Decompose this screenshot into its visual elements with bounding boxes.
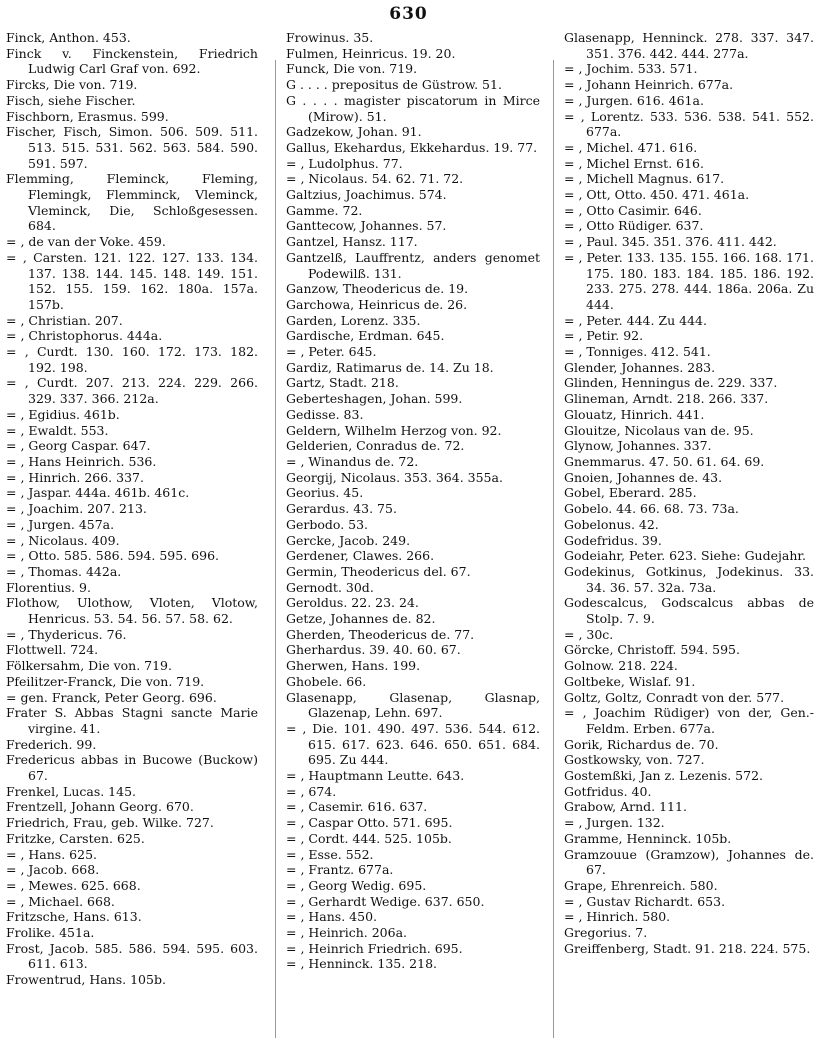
index-entry: Godescalcus, Godscalcus abbas de Stolp. 7. 9. bbox=[564, 595, 814, 627]
index-entry: = , Casemir. 616. 637. bbox=[286, 799, 428, 815]
index-entry: = , Gustav Richardt. 653. bbox=[564, 893, 726, 909]
index-entry: = , Winandus de. 72. bbox=[286, 453, 419, 469]
index-entry: Gartz, Stadt. 218. bbox=[286, 375, 399, 391]
index-entry: = , Frantz. 677a. bbox=[286, 862, 394, 878]
column-divider bbox=[553, 60, 555, 1038]
index-entry: = , Nicolaus. 409. bbox=[6, 532, 120, 548]
index-entry: Gnemmarus. 47. 50. 61. 64. 69. bbox=[564, 453, 765, 469]
index-entry: Grape, Ehrenreich. 580. bbox=[564, 877, 718, 893]
index-entry: Frentzell, Johann Georg. 670. bbox=[6, 799, 194, 815]
index-entry: = , Egidius. 461b. bbox=[6, 406, 120, 422]
index-entry: Fischer, Fisch, Simon. 506. 509. 511. 513. 515. 531. 562. 563. 584. 590. 591. 597. bbox=[6, 124, 258, 171]
index-entry: Gantzel, Hansz. 117. bbox=[286, 234, 418, 250]
index-entry: Finck, Anthon. 453. bbox=[6, 30, 131, 45]
index-column-1 bbox=[6, 30, 258, 988]
index-entry: Fircks, Die von. 719. bbox=[6, 77, 138, 93]
index-entry: = , Gerhardt Wedige. 637. 650. bbox=[286, 893, 485, 909]
index-entry: Ganttecow, Johannes. 57. bbox=[286, 218, 447, 234]
index-entry: Gallus, Ekehardus, Ekkehardus. 19. 77. bbox=[286, 139, 538, 155]
index-entry: = , Joachim. 207. 213. bbox=[6, 501, 147, 517]
index-entry: Gobelo. 44. 66. 68. 73. 73a. bbox=[564, 501, 739, 517]
index-entry: = , Lorentz. 533. 536. 538. 541. 552. 677a. bbox=[564, 108, 814, 140]
index-entry: Frenkel, Lucas. 145. bbox=[6, 783, 137, 799]
index-entry: Gantzelß, Lauffrentz, anders genomet Podewilß. 131. bbox=[286, 249, 540, 281]
index-entry: Gramzouue (Gramzow), Johannes de. 67. bbox=[564, 846, 814, 878]
index-entry: = , Henninck. 135. 218. bbox=[286, 956, 438, 972]
index-entry: Glasenapp, Glasenap, Glasnap, Glazenap, Lehn. 697. bbox=[286, 689, 540, 721]
index-entry: = , Hans. 625. bbox=[6, 846, 97, 862]
index-entry: = , Michel Ernst. 616. bbox=[564, 155, 704, 171]
index-entry: Friedrich, Frau, geb. Wilke. 727. bbox=[6, 815, 214, 831]
index-entry: Gercke, Jacob. 249. bbox=[286, 532, 411, 548]
index-entry: Gadzekow, Johan. 91. bbox=[286, 124, 422, 140]
index-entry: Gerardus. 43. 75. bbox=[286, 501, 397, 517]
index-entry: Georius. 45. bbox=[286, 485, 364, 501]
index-entry: Fulmen, Heinricus. 19. 20. bbox=[286, 45, 456, 61]
index-entry: Glinden, Henningus de. 229. 337. bbox=[564, 375, 778, 391]
index-entry: Gardische, Erdman. 645. bbox=[286, 328, 445, 344]
index-entry: = , Thomas. 442a. bbox=[6, 563, 122, 579]
index-entry: Fritzsche, Hans. 613. bbox=[6, 909, 142, 925]
index-entry: = , Jurgen. 616. 461a. bbox=[564, 92, 704, 108]
index-entry: Fölkersahm, Die von. 719. bbox=[6, 658, 172, 674]
index-entry: Frowinus. 35. bbox=[286, 30, 374, 45]
index-entry: Gherhardus. 39. 40. 60. 67. bbox=[286, 642, 461, 658]
index-entry: = , Caspar Otto. 571. 695. bbox=[286, 815, 453, 831]
index-entry: Gerbodo. 53. bbox=[286, 516, 369, 532]
index-entry: Gamme. 72. bbox=[286, 202, 363, 218]
index-entry: = , Jochim. 533. 571. bbox=[564, 61, 698, 77]
index-entry: = , Peter. 645. bbox=[286, 344, 377, 360]
index-entry: = gen. Franck, Peter Georg. 696. bbox=[6, 689, 217, 705]
index-entry: = , Otto Rüdiger. 637. bbox=[564, 218, 704, 234]
index-entry: Fritzke, Carsten. 625. bbox=[6, 830, 145, 846]
index-entry: = , Michael. 668. bbox=[6, 893, 115, 909]
index-entry: = , 674. bbox=[286, 783, 337, 799]
index-entry: Florentius. 9. bbox=[6, 579, 91, 595]
index-entry: Geberteshagen, Johan. 599. bbox=[286, 391, 463, 407]
page-number: 630 bbox=[389, 4, 428, 24]
index-entry: Frederich. 99. bbox=[6, 736, 97, 752]
index-entry: = , Georg Caspar. 647. bbox=[6, 438, 151, 454]
index-entry: Goltbeke, Wislaf. 91. bbox=[564, 673, 696, 689]
index-entry: Gorik, Richardus de. 70. bbox=[564, 736, 719, 752]
index-entry: = , Hans Heinrich. 536. bbox=[6, 453, 157, 469]
index-entry: Geldern, Wilhelm Herzog von. 92. bbox=[286, 422, 502, 438]
index-entry: Flottwell. 724. bbox=[6, 642, 99, 658]
index-entry: Glouitze, Nicolaus van de. 95. bbox=[564, 422, 754, 438]
index-entry: Flothow, Ulothow, Vloten, Vlotow, Henricus. 53. 54. 56. 57. 58. 62. bbox=[6, 595, 258, 627]
index-entry: = , Ewaldt. 553. bbox=[6, 422, 109, 438]
index-entry: = , Christian. 207. bbox=[6, 312, 123, 328]
index-entry: = , Die. 101. 490. 497. 536. 544. 612. 615. 617. 623. 646. 650. 651. 684. 695. Zu 444. bbox=[286, 720, 540, 768]
index-entry: Godefridus. 39. bbox=[564, 532, 662, 548]
index-entry: = , Otto. 585. 586. 594. 595. 696. bbox=[6, 548, 219, 564]
index-entry: Finck v. Finckenstein, Friedrich Ludwig Carl Graf von. 692. bbox=[6, 45, 258, 77]
index-entry: Gobel, Eberard. 285. bbox=[564, 485, 697, 501]
index-entry: = , 30c. bbox=[564, 626, 614, 642]
index-entry: Glasenapp, Henninck. 278. 337. 347. 351. 376. 442. 444. 277a. bbox=[564, 30, 814, 61]
index-entry: Gherwen, Hans. 199. bbox=[286, 658, 421, 674]
index-entry: Funck, Die von. 719. bbox=[286, 61, 418, 77]
index-entry: Fischborn, Erasmus. 599. bbox=[6, 108, 169, 124]
index-entry: Geroldus. 22. 23. 24. bbox=[286, 595, 419, 611]
index-entry: Glender, Johannes. 283. bbox=[564, 359, 716, 375]
index-entry: = , Jaspar. 444a. 461b. 461c. bbox=[6, 485, 190, 501]
index-entry: = , Peter. 133. 135. 155. 166. 168. 171. 175. 180. 183. 184. 185. 186. 192. 233. 275. 278. 444. 186a. 206a. Zu 444. bbox=[564, 249, 814, 312]
index-entry: Gregorius. 7. bbox=[564, 925, 648, 941]
index-entry: Frater S. Abbas Stagni sancte Marie virgine. 41. bbox=[6, 705, 258, 736]
index-entry: Garden, Lorenz. 335. bbox=[286, 312, 421, 328]
index-entry: = , Thydericus. 76. bbox=[6, 626, 127, 642]
index-entry: = , Tonniges. 412. 541. bbox=[564, 344, 711, 360]
index-entry: = , Heinrich Friedrich. 695. bbox=[286, 940, 463, 956]
index-entry: = , Michel. 471. 616. bbox=[564, 139, 698, 155]
index-entry: Glouatz, Hinrich. 441. bbox=[564, 406, 705, 422]
index-entry: G . . . . magister piscatorum in Mirce (Mirow). 51. bbox=[286, 92, 540, 124]
index-entry: = , Esse. 552. bbox=[286, 846, 374, 862]
index-entry: Pfeilitzer-Franck, Die von. 719. bbox=[6, 673, 205, 689]
index-column-3 bbox=[564, 30, 814, 956]
index-entry: Gnoien, Johannes de. 43. bbox=[564, 469, 723, 485]
index-entry: Frost, Jacob. 585. 586. 594. 595. 603. 611. 613. bbox=[6, 940, 258, 972]
index-entry: Frowentrud, Hans. 105b. bbox=[6, 972, 166, 988]
index-entry: = , Hinrich. 580. bbox=[564, 909, 671, 925]
index-entry: Germin, Theodericus del. 67. bbox=[286, 563, 471, 579]
index-entry: Gherden, Theodericus de. 77. bbox=[286, 626, 475, 642]
index-entry: = , Otto Casimir. 646. bbox=[564, 202, 702, 218]
index-entry: = , Jurgen. 457a. bbox=[6, 516, 115, 532]
index-entry: = , Paul. 345. 351. 376. 411. 442. bbox=[564, 234, 777, 250]
index-entry: Greiffenberg, Stadt. 91. 218. 224. 575. bbox=[564, 940, 811, 956]
index-entry: Gelderien, Conradus de. 72. bbox=[286, 438, 465, 454]
index-entry: Gardiz, Ratimarus de. 14. Zu 18. bbox=[286, 359, 494, 375]
index-entry: Frolike. 451a. bbox=[6, 925, 95, 941]
index-entry: = , Jurgen. 132. bbox=[564, 815, 665, 831]
index-entry: = , Hans. 450. bbox=[286, 909, 377, 925]
index-entry: Gotfridus. 40. bbox=[564, 783, 652, 799]
index-entry: = , Curdt. 130. 160. 172. 173. 182. 192. 198. bbox=[6, 344, 258, 375]
index-entry: Georgij, Nicolaus. 353. 364. 355a. bbox=[286, 469, 503, 485]
index-column-2 bbox=[286, 30, 540, 972]
index-entry: Gedisse. 83. bbox=[286, 406, 364, 422]
index-entry: Grabow, Arnd. 111. bbox=[564, 799, 687, 815]
index-entry: Godekinus, Gotkinus, Jodekinus. 33. 34. 36. 57. 32a. 73a. bbox=[564, 563, 814, 595]
column-divider bbox=[275, 60, 277, 1038]
index-entry: Fredericus abbas in Bucowe (Buckow) 67. bbox=[6, 752, 258, 784]
index-entry: Godeiahr, Peter. 623. Siehe: Gudejahr. bbox=[564, 548, 806, 564]
index-entry: = , Curdt. 207. 213. 224. 229. 266. 329. 337. 366. 212a. bbox=[6, 375, 258, 407]
index-entry: = , Cordt. 444. 525. 105b. bbox=[286, 830, 452, 846]
index-entry: Görcke, Christoff. 594. 595. bbox=[564, 642, 740, 658]
index-entry: Gostemßki, Jan z. Lezenis. 572. bbox=[564, 768, 764, 784]
index-entry: G . . . . prepositus de Güstrow. 51. bbox=[286, 77, 502, 93]
index-entry: = , Mewes. 625. 668. bbox=[6, 877, 141, 893]
index-entry: = , Christophorus. 444a. bbox=[6, 328, 163, 344]
index-entry: = , Michell Magnus. 617. bbox=[564, 171, 725, 187]
index-entry: = , Joachim Rüdiger) von der, Gen.-Feldm. Erben. 677a. bbox=[564, 705, 814, 736]
index-entry: Gernodt. 30d. bbox=[286, 579, 374, 595]
index-entry: = , Heinrich. 206a. bbox=[286, 925, 407, 941]
index-entry: = , Hauptmann Leutte. 643. bbox=[286, 768, 465, 784]
index-entry: = , Ott, Otto. 450. 471. 461a. bbox=[564, 187, 750, 203]
index-entry: Gobelonus. 42. bbox=[564, 516, 659, 532]
index-entry: = , Peter. 444. Zu 444. bbox=[564, 312, 707, 328]
index-entry: = , Georg Wedig. 695. bbox=[286, 877, 427, 893]
index-entry: = , Petir. 92. bbox=[564, 328, 644, 344]
index-entry: Ganzow, Theodericus de. 19. bbox=[286, 281, 469, 297]
index-entry: Goltz, Goltz, Conradt von der. 577. bbox=[564, 689, 785, 705]
index-entry: Golnow. 218. 224. bbox=[564, 658, 678, 674]
index-entry: = , Johann Heinrich. 677a. bbox=[564, 77, 734, 93]
index-entry: Gerdener, Clawes. 266. bbox=[286, 548, 435, 564]
index-entry: Gostkowsky, von. 727. bbox=[564, 752, 705, 768]
index-entry: = , Jacob. 668. bbox=[6, 862, 100, 878]
index-entry: Galtzius, Joachimus. 574. bbox=[286, 187, 447, 203]
index-entry: Ghobele. 66. bbox=[286, 673, 367, 689]
index-entry: Glineman, Arndt. 218. 266. 337. bbox=[564, 391, 769, 407]
index-entry: Glynow, Johannes. 337. bbox=[564, 438, 712, 454]
index-entry: = , Hinrich. 266. 337. bbox=[6, 469, 144, 485]
index-entry: = , Nicolaus. 54. 62. 71. 72. bbox=[286, 171, 464, 187]
index-entry: = , Carsten. 121. 122. 127. 133. 134. 137. 138. 144. 145. 148. 149. 151. 152. 155. 159. 162. 180a. 157a. 157b. bbox=[6, 249, 258, 312]
index-entry: Getze, Johannes de. 82. bbox=[286, 611, 436, 627]
index-entry: Flemming, Fleminck, Fleming, Flemingk, Flemminck, Vleminck, Vleminck, Die, Schloßgesessen. 684. bbox=[6, 171, 258, 234]
index-entry: Garchowa, Heinricus de. 26. bbox=[286, 296, 468, 312]
index-entry: Gramme, Henninck. 105b. bbox=[564, 830, 732, 846]
index-entry: = , Ludolphus. 77. bbox=[286, 155, 403, 171]
index-entry: Fisch, siehe Fischer. bbox=[6, 92, 136, 108]
index-entry: = , de van der Voke. 459. bbox=[6, 234, 166, 250]
